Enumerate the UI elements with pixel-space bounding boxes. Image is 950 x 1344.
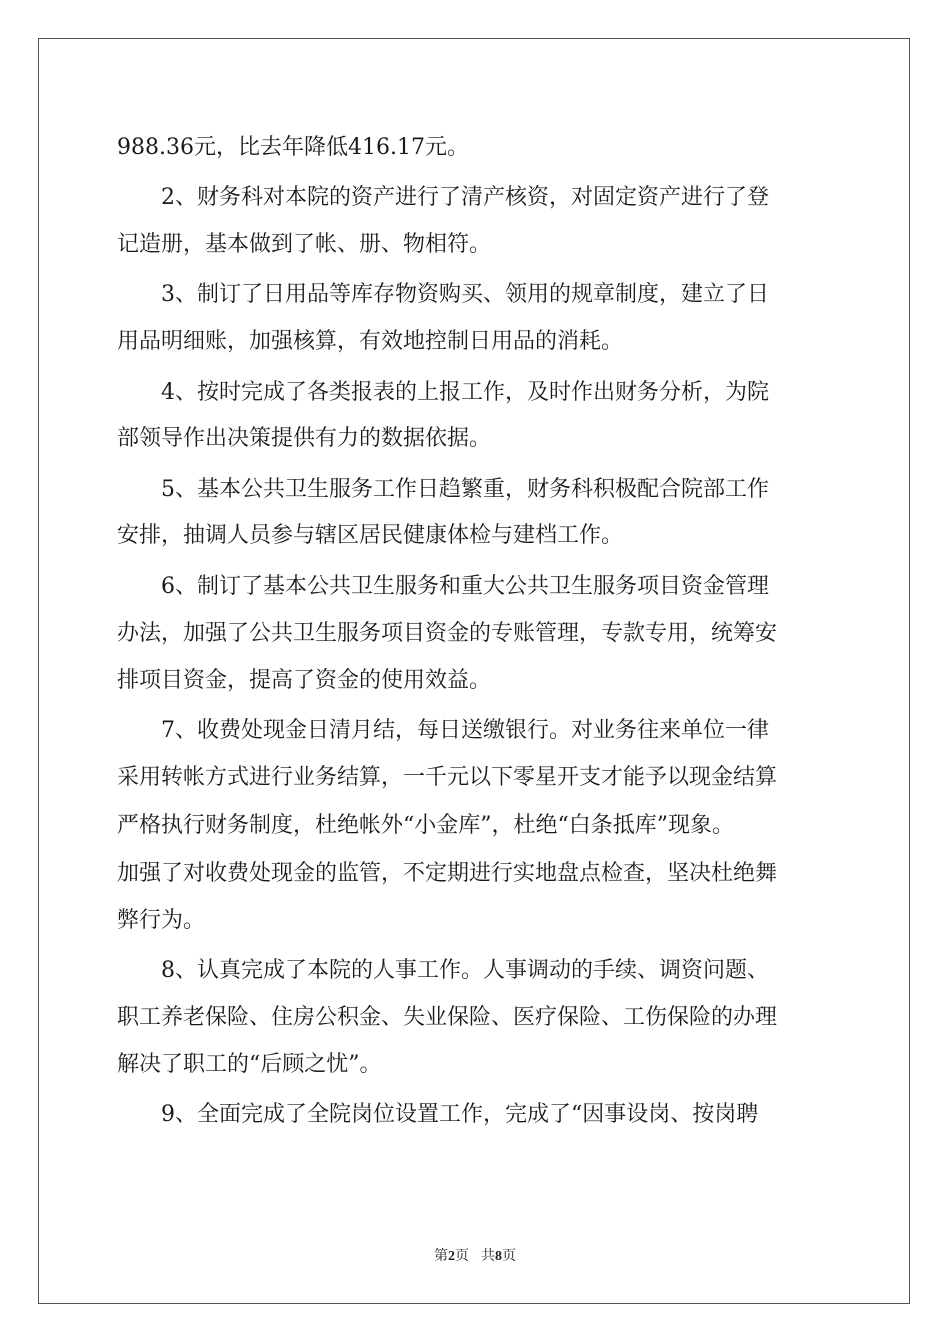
line-text: 8、认真完成了本院的人事工作。人事调动的手续、调资问题、 (161, 958, 769, 983)
line-text: 办法，加强了公共卫生服务项目资金的专账管理，专款专用，统筹安 (117, 621, 778, 646)
paragraph-start (161, 378, 835, 408)
line-text: 加强了对收费处现金的监管，不定期进行实地盘点检查，坚决杜绝舞 (117, 861, 778, 886)
text-line (117, 424, 835, 454)
line-text: 用品明细账，加强核算，有效地控制日用品的消耗。 (117, 329, 624, 354)
paragraph-start (161, 475, 835, 505)
paragraph-start (161, 280, 835, 310)
text-line (117, 666, 835, 696)
page-prefix: 第 (434, 1249, 448, 1264)
line-text: 安排，抽调人员参与辖区居民健康体检与建档工作。 (117, 523, 624, 548)
text-line (117, 811, 835, 841)
line-text: 3、制订了日用品等库存物资购买、领用的规章制度，建立了日 (161, 282, 769, 307)
paragraph-start (161, 572, 835, 602)
total-suffix: 页 (502, 1249, 516, 1264)
text-line (117, 230, 835, 260)
page-total: 8 (495, 1249, 502, 1264)
line-text: 采用转帐方式进行业务结算，一千元以下零星开支才能予以现金结算 (117, 765, 778, 790)
line-text: 记造册，基本做到了帐、册、物相符。 (117, 232, 492, 257)
text-line (117, 133, 835, 163)
line-text: 6、制订了基本公共卫生服务和重大公共卫生服务项目资金管理 (161, 574, 769, 599)
line-text: 9、全面完成了全院岗位设置工作，完成了“因事设岗、按岗聘 (161, 1102, 759, 1127)
line-text: 4、按时完成了各类报表的上报工作，及时作出财务分析，为院 (161, 380, 769, 405)
page-suffix: 页 (455, 1249, 469, 1264)
total-prefix: 共 (481, 1249, 495, 1264)
line-text: 严格执行财务制度，杜绝帐外“小金库”，杜绝“白条抵库”现象。 (117, 813, 734, 838)
text-line (117, 763, 835, 793)
line-text: 弊行为。 (117, 908, 206, 933)
text-line (117, 906, 835, 936)
line-text: 7、收费处现金日清月结，每日送缴银行。对业务往来单位一律 (161, 718, 769, 743)
line-text: 988.36元，比去年降低416.17元。 (117, 135, 469, 160)
text-line (117, 1003, 835, 1033)
text-line (117, 859, 835, 889)
text-line (117, 619, 835, 649)
line-text: 排项目资金，提高了资金的使用效益。 (117, 668, 492, 693)
text-line (117, 1050, 835, 1080)
paragraph-start (161, 956, 835, 986)
paragraph-start (161, 716, 835, 746)
line-text: 2、财务科对本院的资产进行了清产核资，对固定资产进行了登 (161, 185, 769, 210)
line-text: 职工养老保险、住房公积金、失业保险、医疗保险、工伤保险的办理 (117, 1005, 778, 1030)
line-text: 5、基本公共卫生服务工作日趋繁重，财务科积极配合院部工作 (161, 477, 769, 502)
paragraph-start (161, 183, 835, 213)
page-footer (0, 1248, 950, 1266)
page-current: 2 (448, 1249, 455, 1264)
text-line (117, 521, 835, 551)
text-line (117, 327, 835, 357)
paragraph-start (161, 1100, 835, 1130)
line-text: 部领导作出决策提供有力的数据依据。 (117, 426, 492, 451)
line-text: 解决了职工的“后顾之忧”。 (117, 1052, 382, 1077)
